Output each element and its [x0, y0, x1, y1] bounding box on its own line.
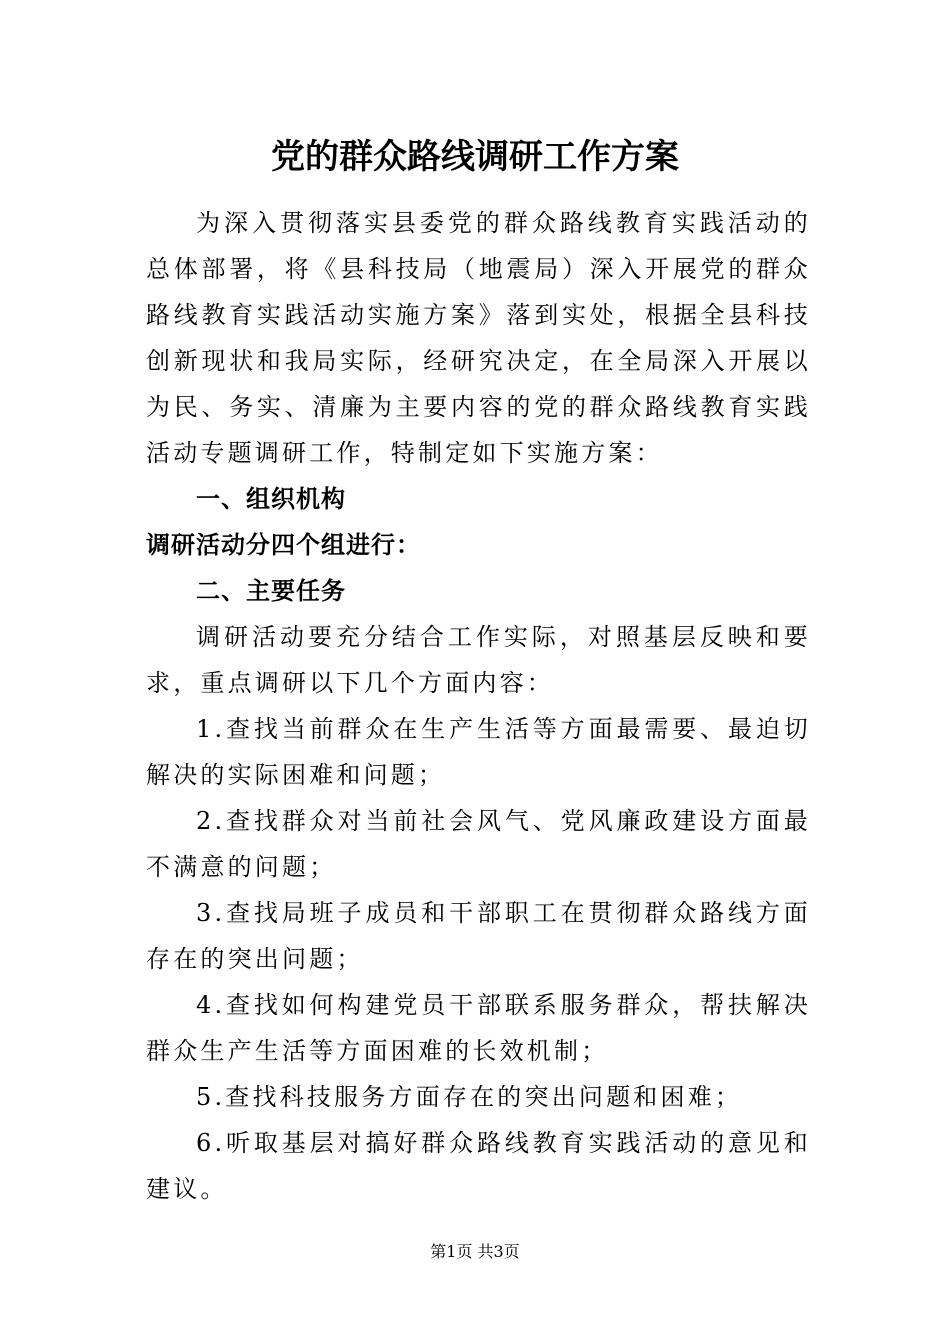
task-item-2: 2.查找群众对当前社会风气、党风廉政建设方面最不满意的问题；: [146, 807, 811, 881]
page-number-footer: 第1页 共3页: [430, 1242, 520, 1261]
section-heading-organization: 一、组织机构: [196, 484, 346, 513]
tasks-intro-paragraph: 调研活动要充分结合工作实际，对照基层反映和要求，重点调研以下几个方面内容：: [146, 623, 811, 697]
section-heading-tasks: 二、主要任务: [196, 576, 346, 605]
task-item-1: 1.查找当前群众在生产生活等方面最需要、最迫切解决的实际困难和问题；: [146, 715, 811, 789]
task-item-6: 6.听取基层对搞好群众路线教育实践活动的意见和建议。: [146, 1129, 811, 1203]
task-item-3: 3.查找局班子成员和干部职工在贯彻群众路线方面存在的突出问题；: [146, 899, 811, 973]
task-item-4: 4.查找如何构建党员干部联系服务群众，帮扶解决群众生产生活等方面困难的长效机制；: [146, 991, 811, 1065]
task-item-5: 5.查找科技服务方面存在的突出问题和困难；: [196, 1083, 743, 1111]
intro-paragraph: 为深入贯彻落实县委党的群众路线教育实践活动的总体部署，将《县科技局（地震局）深入开展党的群众路线教育实践活动实施方案》落到实处，根据全县科技创新现状和我局实际，经研究决定，在全局深入开展以为民、务实、清廉为主要内容的党的群众路线教育实践活动专题调研工作，特制定如下实施方案：: [146, 209, 811, 467]
document-body: [146, 200, 811, 1212]
section-body-groups: 调研活动分四个组进行：: [146, 530, 421, 559]
document-title: 党的群众路线调研工作方案: [271, 137, 679, 177]
